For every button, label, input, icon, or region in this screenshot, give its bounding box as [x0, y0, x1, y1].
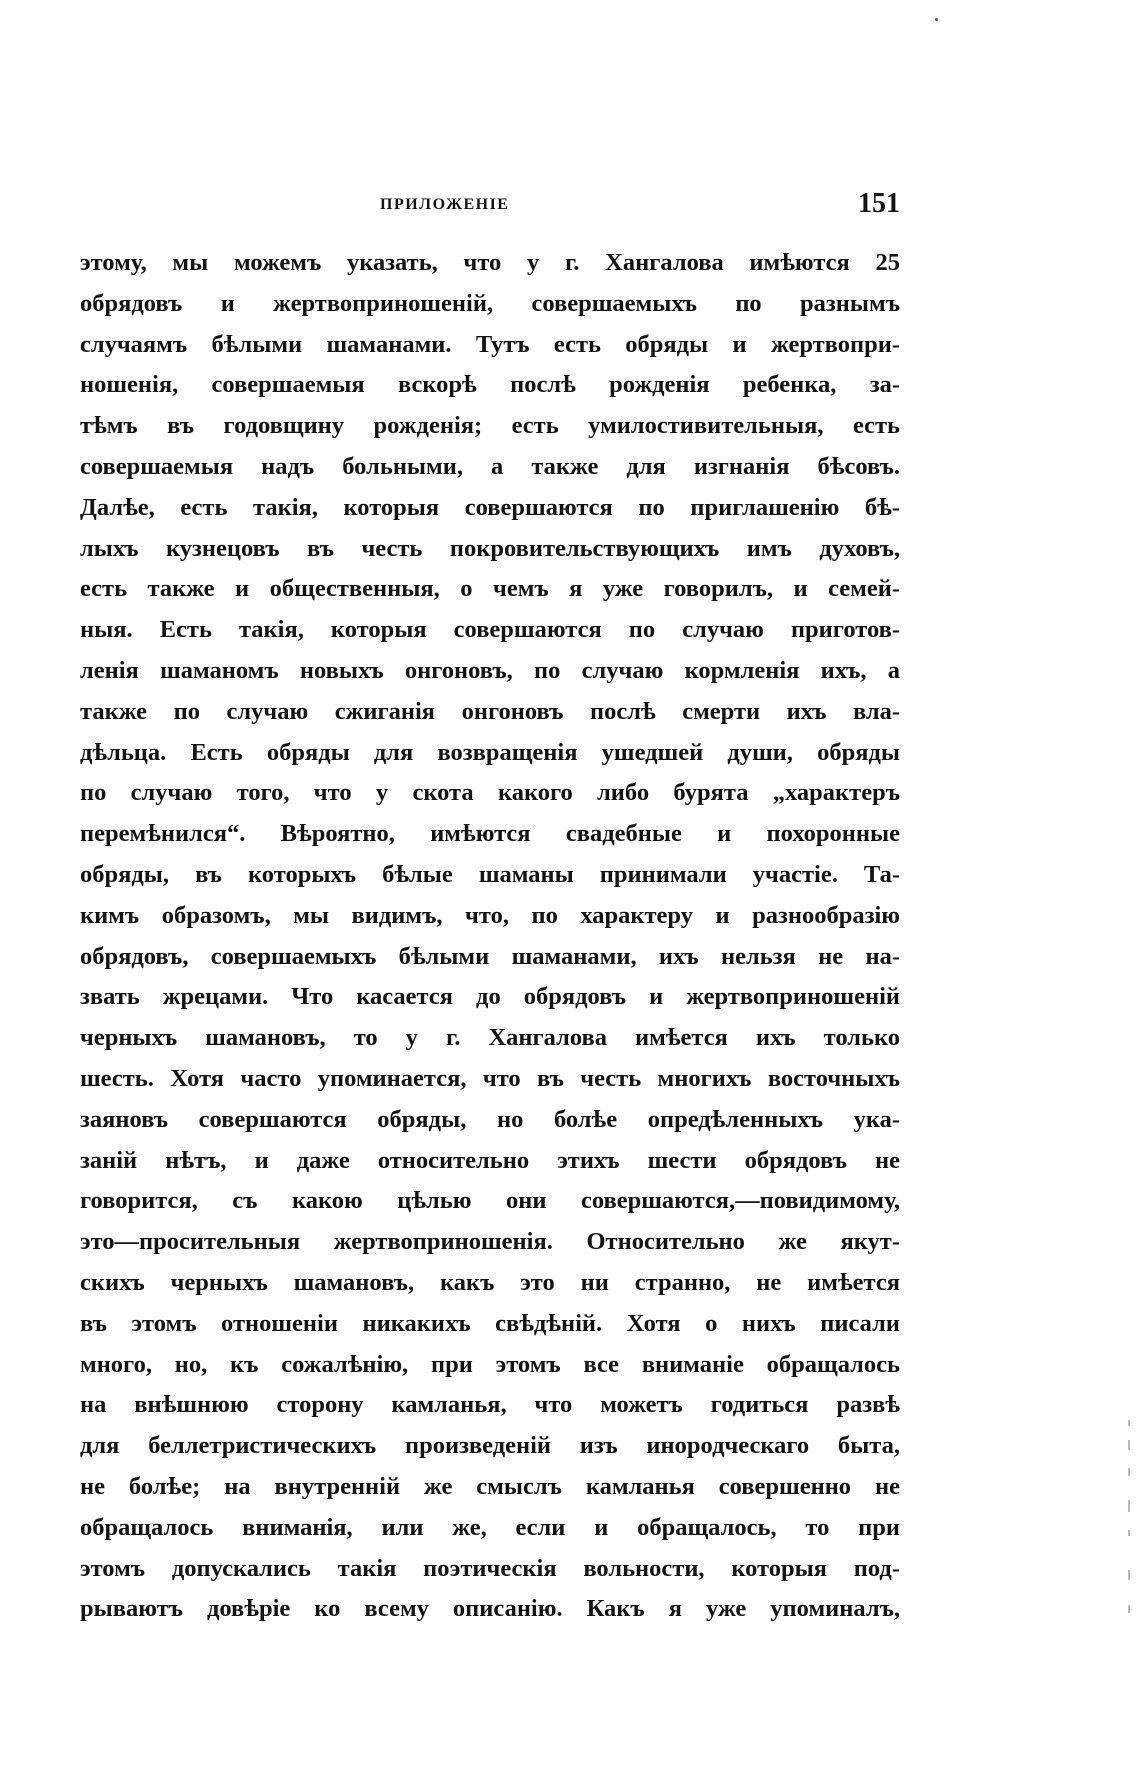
- running-title: ПРИЛОЖЕНІЕ: [380, 196, 510, 213]
- text-line: не болѣе; на внутренній же смыслъ камланья совершенно не: [80, 1472, 900, 1500]
- text-line: обряды, въ которыхъ бѣлые шаманы принимали участіе. Та-: [80, 860, 900, 888]
- text-line: рываютъ довѣріе ко всему описанію. Какъ я уже упоминалъ,: [80, 1595, 900, 1623]
- text-line: въ этомъ отношеніи никакихъ свѣдѣній. Хотя о нихъ писали: [80, 1309, 900, 1337]
- text-line: перемѣнился“. Вѣроятно, имѣются свадебные и похоронные: [80, 820, 900, 848]
- text-line: также по случаю сжиганія онгоновъ послѣ смерти ихъ вла-: [80, 697, 900, 725]
- text-line: для беллетристическихъ произведеній изъ инородческаго быта,: [80, 1432, 900, 1460]
- text-line: по случаю того, что у скота какого либо бурята „характеръ: [80, 779, 900, 807]
- scan-edge-mark: [1128, 1440, 1130, 1450]
- text-line: скихъ черныхъ шамановъ, какъ это ни странно, не имѣется: [80, 1268, 900, 1296]
- body-text: [80, 243, 900, 1630]
- text-line: кимъ образомъ, мы видимъ, что, по характеру и разнообразію: [80, 901, 900, 929]
- scan-edge-mark: [1128, 1570, 1130, 1580]
- text-line: дѣльца. Есть обряды для возвращенія ушедшей души, обряды: [80, 738, 900, 766]
- text-line: обращалось вниманія, или же, если и обращалось, то при: [80, 1513, 900, 1541]
- text-line: Далѣе, есть такія, которыя совершаются по приглашенію бѣ-: [80, 493, 900, 521]
- text-line: заяновъ совершаются обряды, но болѣе опредѣленныхъ ука-: [80, 1105, 900, 1133]
- text-line: этомъ допускались такія поэтическія вольности, которыя под-: [80, 1554, 900, 1582]
- text-line: ныя. Есть такія, которыя совершаются по случаю приготов-: [80, 616, 900, 644]
- scan-edge-mark: [1128, 1500, 1130, 1512]
- text-line: это—просительныя жертвоприношенія. Относительно же якут-: [80, 1228, 900, 1256]
- text-line: говорится, съ какою цѣлью они совершаются,—повидимому,: [80, 1187, 900, 1215]
- speck-mark: [935, 18, 938, 21]
- scan-edge-mark: [1128, 1605, 1130, 1613]
- text-line: есть также и общественныя, о чемъ я уже говорилъ, и семей-: [80, 575, 900, 603]
- text-line: этому, мы можемъ указать, что у г. Хангалова имѣются 25: [80, 249, 900, 276]
- text-line: обрядовъ и жертвоприношеній, совершаемыхъ по разнымъ: [80, 289, 900, 317]
- text-line: заній нѣтъ, и даже относительно этихъ шести обрядовъ не: [80, 1146, 900, 1174]
- text-line: шесть. Хотя часто упоминается, что въ честь многихъ восточныхъ: [80, 1064, 900, 1092]
- text-line: случаямъ бѣлыми шаманами. Тутъ есть обряды и жертвопри-: [80, 330, 900, 358]
- text-line: ленія шаманомъ новыхъ онгоновъ, по случаю кормленія ихъ, а: [80, 656, 900, 684]
- text-line: совершаемыя надъ больными, а также для изгнанія бѣсовъ.: [80, 452, 900, 480]
- running-header: [80, 188, 900, 228]
- page-number: 151: [858, 188, 900, 219]
- text-line: тѣмъ въ годовщину рожденія; есть умилостивительныя, есть: [80, 412, 900, 440]
- text-line: черныхъ шамановъ, то у г. Хангалова имѣется ихъ только: [80, 1024, 900, 1052]
- text-line: звать жрецами. Что касается до обрядовъ и жертвоприношеній: [80, 983, 900, 1011]
- scan-edge-mark: [1128, 1468, 1130, 1476]
- text-line: обрядовъ, совершаемыхъ бѣлыми шаманами, ихъ нельзя не на-: [80, 942, 900, 970]
- scan-edge-mark: [1128, 1530, 1130, 1536]
- text-line: на внѣшнюю сторону камланья, что можетъ годиться развѣ: [80, 1391, 900, 1419]
- scan-edge-mark: [1128, 1420, 1130, 1426]
- text-line: ношенія, совершаемыя вскорѣ послѣ рожденія ребенка, за-: [80, 371, 900, 399]
- text-line: лыхъ кузнецовъ въ честь покровительствующихъ имъ духовъ,: [80, 534, 900, 562]
- text-line: много, но, къ сожалѣнію, при этомъ все вниманіе обращалось: [80, 1350, 900, 1378]
